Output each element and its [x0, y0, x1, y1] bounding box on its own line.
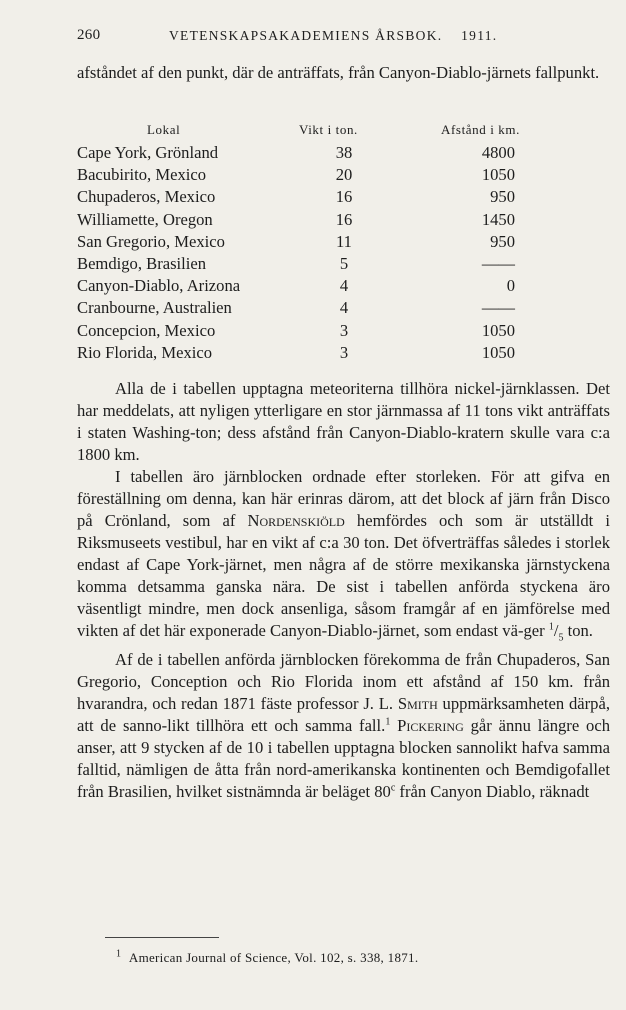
table-header [77, 120, 617, 142]
cell-afstand: 4800 [481, 143, 515, 162]
cell-lokal: Chupaderos, Mexico [77, 187, 216, 207]
fraction-numerator: 1 [548, 621, 554, 633]
footnote-marker: 1 [116, 948, 122, 960]
table-row [77, 142, 617, 164]
footnote-divider [105, 937, 219, 938]
cell-vikt: 3 [339, 320, 349, 340]
paragraph-2: I tabellen äro järnblocken ordnade efter storleken. För att gifva en föreställning om denna, kan här erinras därom, att det block af järn från Disco på Crönland, som af Nordenskiöld hemfördes och som är utställdt i Riksmuseets vestibul, har en vikt af c:a 30 ton. Det öfverträffas således i storlek endast af Cape York-järnet, men några af de större mexikanska järnstyckena komma detsamma ganska nära. De sist i tabellen anförda styckena äro väsentligt mindre, men dock ansenliga, såsom framgår af en jämförelse med vikten af det här exponerade Canyon-Diablo-järnet, som endast vä-ger $^1/_5$ ton. [77, 467, 610, 644]
p3-part-c: går ännu längre och anser, att 9 stycken af de 10 i tabellen upptagna blocken sannolikt hafva samma falltid, nämligen de åtta från nord-amerikanska kontinenten och Bemdigofallet från Brasilien, hvilket sistnämnda är beläget 80 [77, 716, 610, 802]
cell-vikt: 5 [339, 253, 349, 273]
table-row [77, 164, 617, 186]
cell-afstand: 1050 [481, 165, 515, 185]
degree-mark: c [390, 782, 396, 794]
name-smith: Smith [397, 694, 438, 714]
table-row [77, 342, 617, 364]
table-row [77, 186, 617, 208]
cell-vikt: 11 [336, 231, 352, 251]
cell-lokal: Concepcion, Mexico [77, 320, 216, 340]
table-row [77, 253, 617, 275]
cell-vikt: 20 [335, 165, 353, 185]
cell-lokal: Williamette, Oregon [77, 209, 213, 229]
cell-vikt: 38 [335, 143, 353, 162]
cell-lokal: Bacubirito, Mexico [77, 165, 207, 185]
meteorite-table [77, 120, 617, 364]
cell-vikt: 4 [339, 298, 349, 318]
footnote-reference: 1 [385, 716, 391, 728]
footnote-text: American Journal of Science, Vol. 102, s. 338, 1871. [128, 950, 419, 965]
body-text [77, 378, 610, 803]
table-row [77, 209, 617, 231]
cell-lokal: Canyon-Diablo, Arizona [77, 276, 241, 296]
running-title-text: VETENSKAPSAKADEMIENS ÅRSBOK. [169, 28, 443, 43]
header-vikt: Vikt i ton. [299, 122, 358, 137]
page-number: 260 [77, 27, 101, 43]
table-row [77, 320, 617, 342]
cell-afstand: —— [481, 253, 515, 273]
cell-afstand: 950 [490, 231, 515, 251]
cell-lokal: Bemdigo, Brasilien [77, 253, 207, 273]
p2-part-b: hemfördes och som är utställdt i Riksmuseets vestibul, har en vikt af c:a 30 ton. Det öfverträffas således i storlek endast af Cape York-järnet, men några af de större mexikanska järnstyckena komma detsamma ganska nära. De sist i tabellen anförda styckena äro väsentligt mindre, men dock ansenliga, såsom framgår af en jämförelse med vikten af det här exponerade Canyon-Diablo-järnet, som endast vä-ger [77, 511, 610, 640]
name-nordenskiold: Nordenskiöld [247, 511, 345, 530]
cell-lokal: Rio Florida, Mexico [77, 342, 213, 362]
fraction-denominator: 5 [558, 632, 564, 644]
cell-lokal: San Gregorio, Mexico [77, 231, 225, 251]
cell-afstand: 0 [506, 276, 515, 296]
running-title [169, 28, 497, 44]
paragraph-3 [77, 649, 610, 803]
table-row [77, 275, 617, 297]
header-year: 1911. [461, 28, 498, 43]
p3-part-a: Af de i tabellen anförda järnblocken förekomma de från Chupaderos, San Gregorio, Conception och Rio Florida inom ett afstånd af 150 km. från hvarandra, och redan 1871 fäste professor J. L. [77, 650, 610, 714]
p3-part-b: uppmärksamheten därpå, att de sanno-likt tillhöra ett och samma fall. [77, 694, 610, 736]
cell-afstand: 1050 [481, 342, 515, 362]
name-pickering: Pickering [397, 716, 464, 736]
cell-lokal: Cape York, Grönland [77, 143, 219, 162]
p2-part-a: I tabellen äro järnblocken ordnade efter storleken. För att gifva en föreställning om denna, kan här erinras därom, att det block af järn från Disco på Crönland, som af [77, 467, 610, 530]
cell-vikt: 16 [335, 187, 353, 207]
intro-text: afståndet af den punkt, där de anträffats, från Canyon-Diablo-järnets fallpunkt. [77, 63, 600, 82]
table-row [77, 231, 617, 253]
paragraph-1: Alla de i tabellen upptagna meteoriterna tillhöra nickel-järnklassen. Det har meddelats, att nyligen ytterligare en stor järnmassa af 11 tons vikt anträffats i staten Washing-ton; dess afstånd från Canyon-Diablo-kratern skulle vara c:a 1800 km. [77, 379, 610, 464]
cell-vikt: 16 [335, 209, 353, 229]
header-afstand: Afstånd i km. [441, 122, 520, 137]
table-row [77, 297, 617, 319]
footnote [116, 950, 418, 966]
cell-afstand: 1050 [481, 320, 515, 340]
cell-afstand: 1450 [481, 209, 515, 229]
cell-vikt: 4 [339, 276, 349, 296]
table-body [77, 142, 617, 364]
p2-part-c: ton. [563, 621, 593, 640]
p3-part-d: från Canyon Diablo, räknadt [395, 782, 590, 802]
cell-vikt: 3 [339, 342, 349, 362]
cell-afstand: 950 [490, 187, 515, 207]
header-lokal: Lokal [147, 122, 181, 137]
cell-afstand: —— [481, 298, 515, 318]
cell-lokal: Cranbourne, Australien [77, 298, 232, 318]
